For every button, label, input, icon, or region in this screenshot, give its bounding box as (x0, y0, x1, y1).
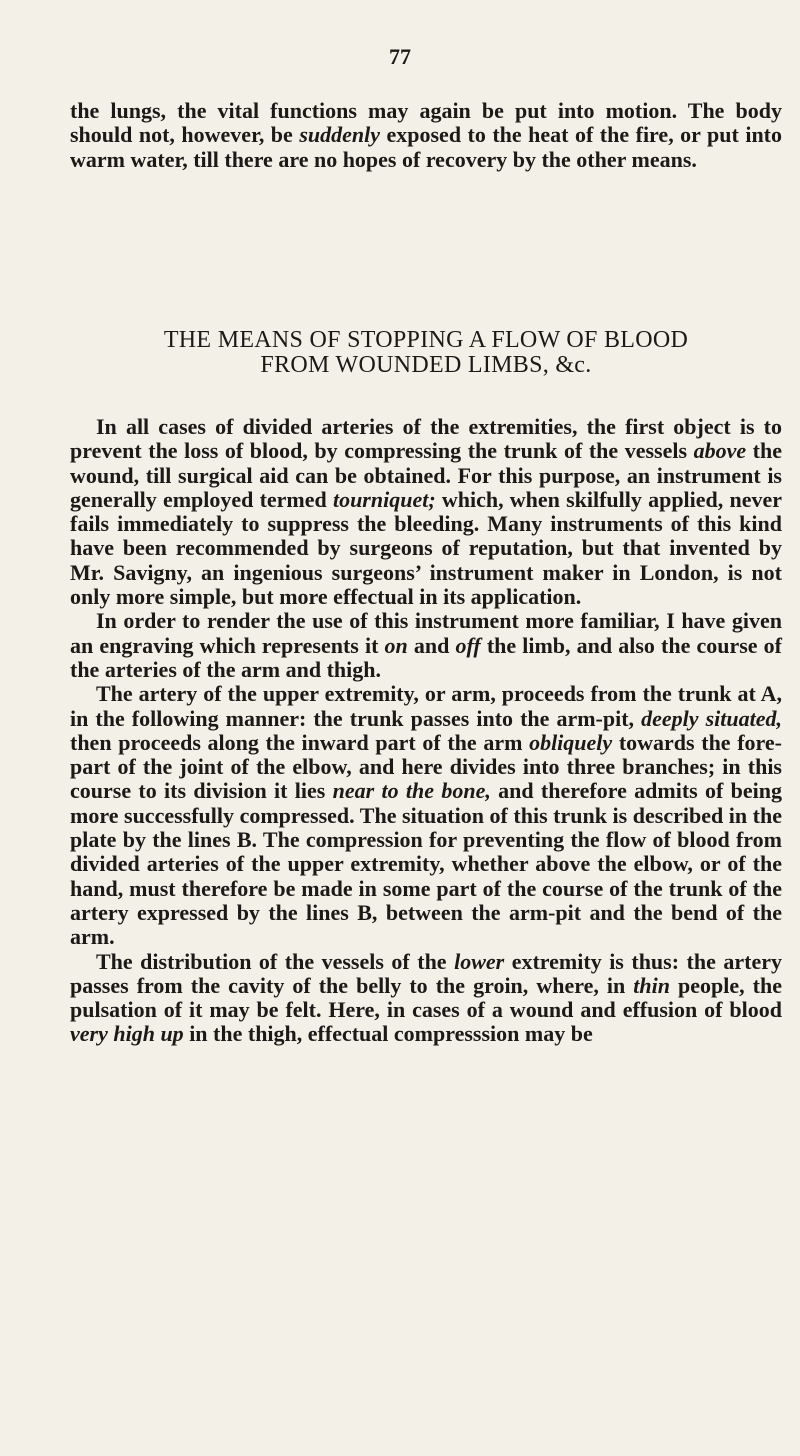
text-run: the lungs, the vital functions may again be put into motion. The body should not, however, be (70, 98, 782, 148)
text-run: the limb, and also the course of the arteries of the arm and thigh. (70, 632, 782, 682)
italic-run: very high up (70, 1021, 184, 1047)
text-run: which, when skilfully applied, never fails immediately to suppress the bleeding. Many instruments of this kind have been recommended by surgeons of reputation, but that invented by Mr. Savigny, an ingenious surgeons’ instrument maker in London, is not only more simple, but more effectual in its application. (70, 486, 783, 610)
text-run: and therefore admits of being more successfully compressed. The situation of this trunk is described in the plate by the lines B. The compression for preventing the flow of blood from divided arteries of the upper extremity, whether above the elbow, or of the hand, must therefore be made in some part of the course of the trunk of the artery expressed by the lines B, between the arm-pit and the bend of the arm. (70, 778, 783, 950)
italic-run: tourniquet; (332, 486, 436, 512)
italic-run: lower (454, 948, 505, 974)
text-run: towards the fore-part of the joint of the elbow, and here divides into three branches; in this course to its division it lies (70, 729, 782, 804)
paragraph-1 (70, 415, 782, 609)
italic-run: suddenly (299, 122, 380, 148)
italic-run: obliquely (529, 729, 613, 755)
paragraph-3 (70, 682, 782, 949)
main-text-block (70, 415, 782, 1047)
page-number: 77 (389, 44, 411, 69)
heading-line-1: THE MEANS OF STOPPING A FLOW OF BLOOD (163, 327, 689, 353)
italic-run: off (455, 632, 481, 658)
text-run: people, the pulsation of it may be felt. Here, in cases of a wound and effusion of blood (70, 972, 782, 1023)
text-run: In order to render the use of this instrument more familiar, I have given an engraving which represents it (70, 608, 782, 658)
italic-run: above (693, 438, 747, 464)
text-run: the wound, till surgical aid can be obtained. For this purpose, an instrument is generally employed termed (70, 438, 783, 512)
italic-run: deeply situated, (641, 705, 782, 731)
top-paragraph-block (70, 99, 782, 172)
text-run: in the thigh, effectual compresssion may be (183, 1021, 593, 1047)
text-run: The distribution of the vessels of the (96, 948, 455, 974)
paragraph-2 (70, 609, 782, 682)
text-run: The artery of the upper extremity, or arm, proceeds from the trunk at A, in the following manner: the trunk passes into the arm-pit, (70, 681, 782, 731)
section-heading (70, 328, 782, 378)
text-run: then proceeds along the inward part of the arm (70, 729, 530, 755)
text-run: extremity is thus: the artery passes from the cavity of the belly to the groin, where, in (70, 948, 783, 998)
text-run: exposed to the heat of the fire, or put into warm water, till there are no hopes of recovery by the other means. (70, 122, 783, 172)
italic-run: near to the bone, (332, 778, 491, 804)
paragraph-4 (70, 950, 782, 1047)
text-run: and (407, 632, 456, 658)
italic-run: thin (633, 972, 670, 998)
italic-run: on (384, 632, 408, 658)
text-run: In all cases of divided arteries of the extremities, the first object is to prevent the loss of blood, by compressing the trunk of the vessels (70, 414, 782, 464)
top-paragraph (70, 99, 782, 172)
heading-line-2: FROM WOUNDED LIMBS, &c. (260, 352, 592, 378)
